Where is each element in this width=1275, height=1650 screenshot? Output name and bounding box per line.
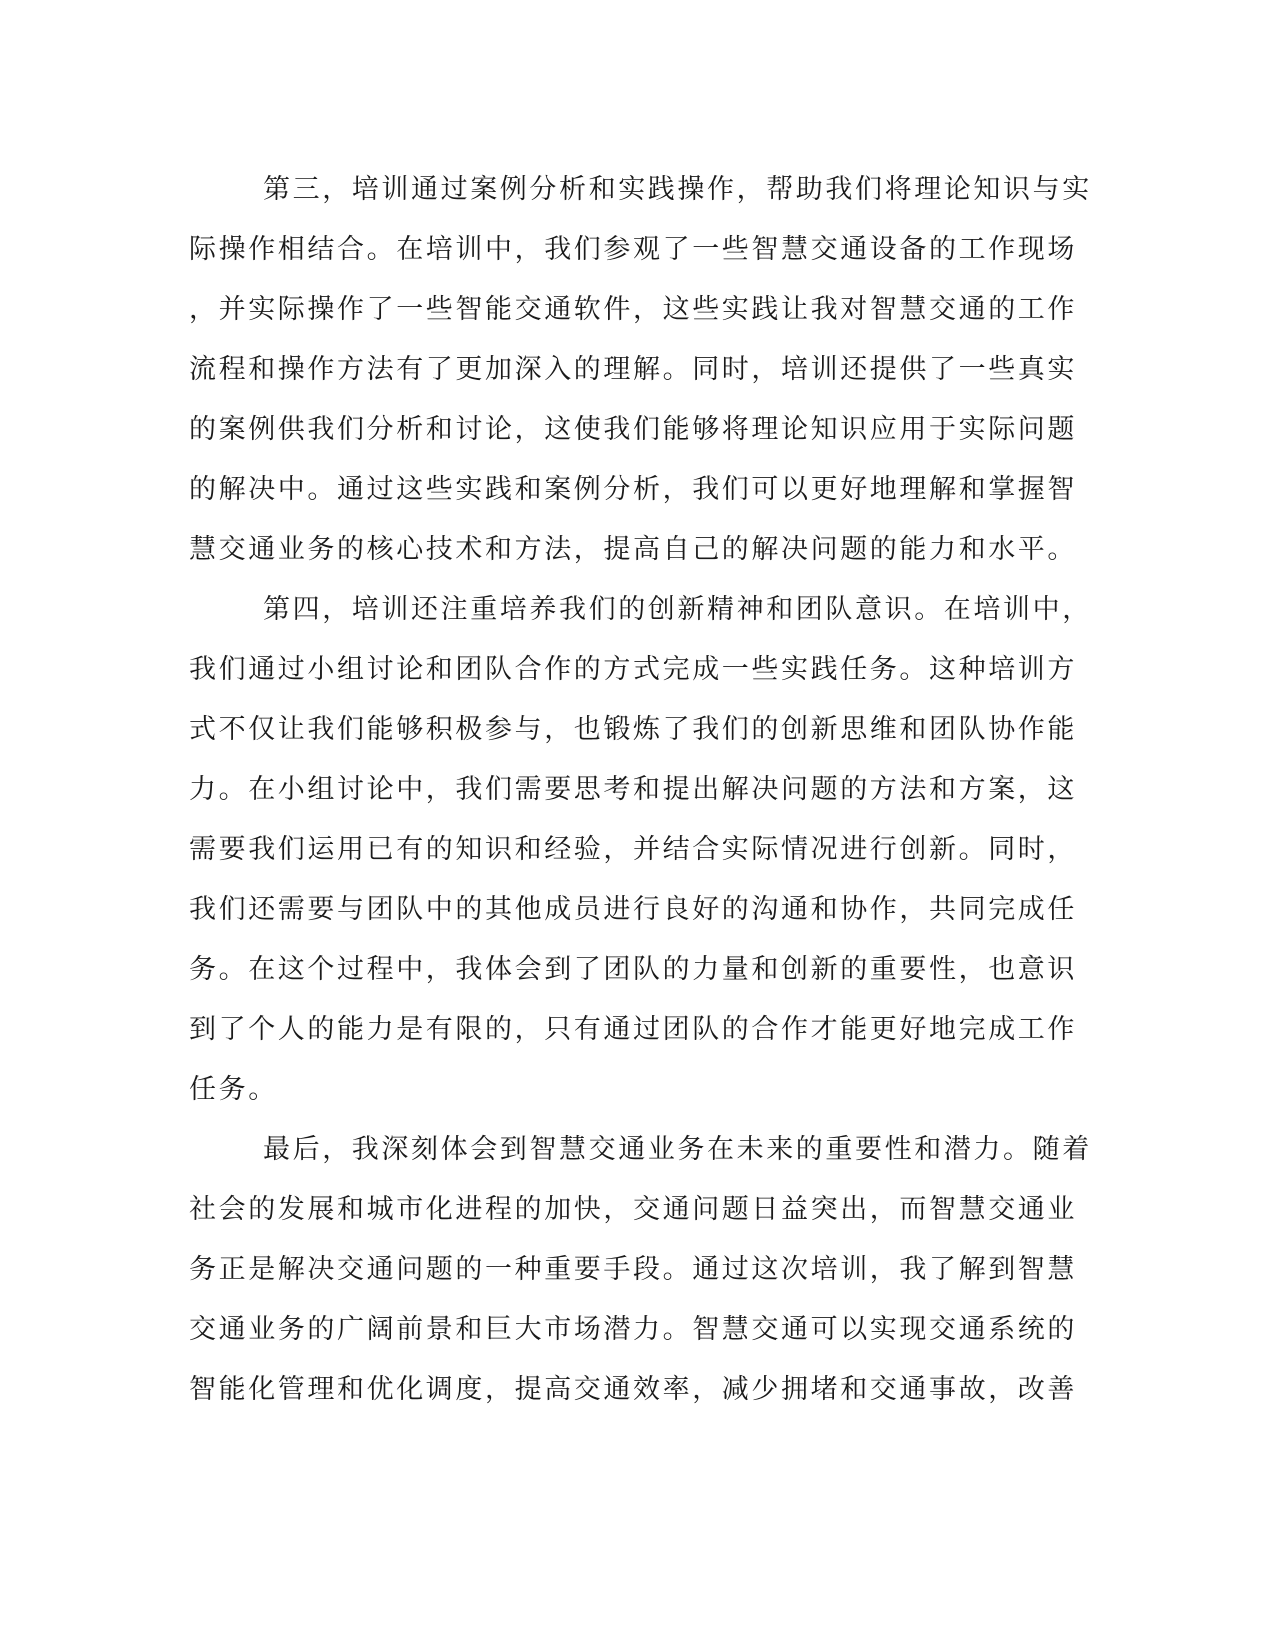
text-line: ，并实际操作了一些智能交通软件，这些实践让我对智慧交通的工作 <box>189 294 1077 325</box>
text-line: 我们还需要与团队中的其他成员进行良好的沟通和协作，共同完成任 <box>189 894 1077 925</box>
text-line: 式不仅让我们能够积极参与，也锻炼了我们的创新思维和团队协作能 <box>189 714 1077 745</box>
text-line: 最后，我深刻体会到智慧交通业务在未来的重要性和潜力。随着 <box>263 1134 1092 1165</box>
paragraph-future <box>189 1120 1092 1420</box>
text-line: 需要我们运用已有的知识和经验，并结合实际情况进行创新。同时， <box>189 834 1077 865</box>
text-line: 务。在这个过程中，我体会到了团队的力量和创新的重要性，也意识 <box>189 954 1077 985</box>
text-line: 智能化管理和优化调度，提高交通效率，减少拥堵和交通事故，改善 <box>189 1374 1077 1405</box>
document-body <box>189 160 1092 1420</box>
text-line: 的解决中。通过这些实践和案例分析，我们可以更好地理解和掌握智 <box>189 474 1077 505</box>
text-line: 第三，培训通过案例分析和实践操作，帮助我们将理论知识与实 <box>263 174 1092 205</box>
text-line: 力。在小组讨论中，我们需要思考和提出解决问题的方法和方案，这 <box>189 774 1077 805</box>
text-line: 第四，培训还注重培养我们的创新精神和团队意识。在培训中， <box>263 594 1092 625</box>
paragraph-teamwork <box>189 580 1092 1120</box>
text-line: 慧交通业务的核心技术和方法，提高自己的解决问题的能力和水平。 <box>189 534 1077 565</box>
text-line: 流程和操作方法有了更加深入的理解。同时，培训还提供了一些真实 <box>189 354 1077 385</box>
text-line: 交通业务的广阔前景和巨大市场潜力。智慧交通可以实现交通系统的 <box>189 1314 1077 1345</box>
text-line: 的案例供我们分析和讨论，这使我们能够将理论知识应用于实际问题 <box>189 414 1077 445</box>
text-line: 务正是解决交通问题的一种重要手段。通过这次培训，我了解到智慧 <box>189 1254 1077 1285</box>
text-line: 任务。 <box>189 1074 278 1105</box>
paragraph-practice <box>189 160 1092 580</box>
text-line: 际操作相结合。在培训中，我们参观了一些智慧交通设备的工作现场 <box>189 234 1077 265</box>
text-line: 我们通过小组讨论和团队合作的方式完成一些实践任务。这种培训方 <box>189 654 1077 685</box>
text-line: 社会的发展和城市化进程的加快，交通问题日益突出，而智慧交通业 <box>189 1194 1077 1225</box>
text-line: 到了个人的能力是有限的，只有通过团队的合作才能更好地完成工作 <box>189 1014 1077 1045</box>
